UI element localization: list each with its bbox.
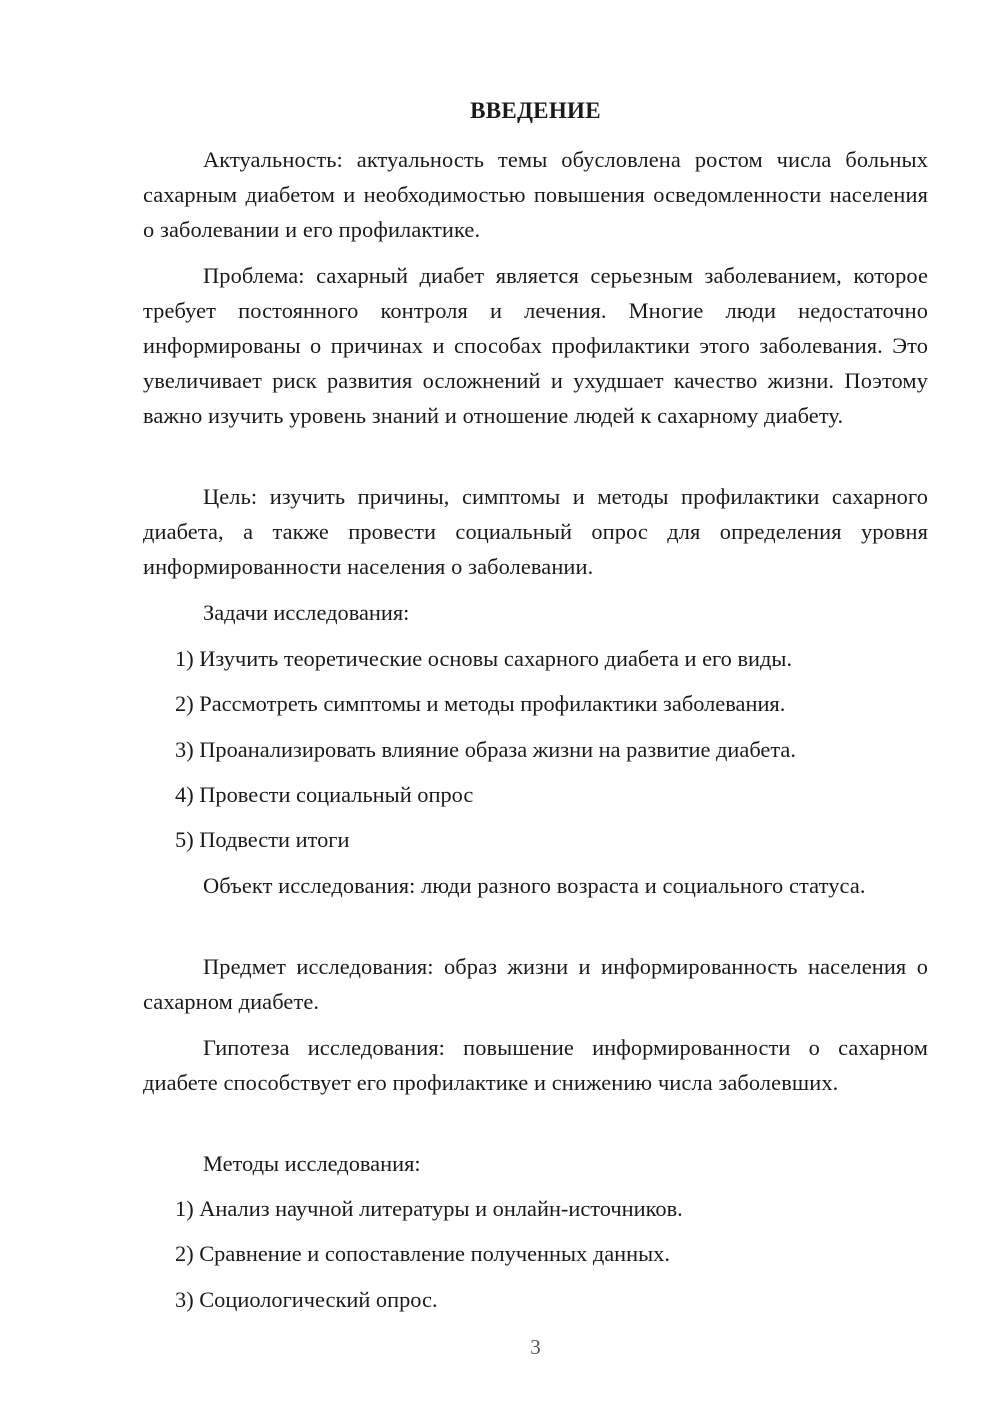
method-item-1: 1) Анализ научной литературы и онлайн-источников. bbox=[175, 1196, 683, 1221]
method-item-2: 2) Сравнение и сопоставление полученных данных. bbox=[175, 1241, 670, 1266]
task-item-3: 3) Проанализировать влияние образа жизни на развитие диабета. bbox=[175, 737, 796, 762]
method-item-3: 3) Социологический опрос. bbox=[175, 1287, 438, 1312]
task-item-4: 4) Провести социальный опрос bbox=[175, 782, 474, 807]
paragraph-problem: Проблема: сахарный диабет является серьезным заболеванием, которое требует постоянного контроля и лечения. Многие люди недостаточно информированы о причинах и способах профилактики этого заболевания. Это увеличивает риск развития осложнений и ухудшает качество жизни. Поэтому важно изучить уровень знаний и отношение людей к сахарному диабету. bbox=[143, 263, 928, 428]
paragraph-relevance: Актуальность: актуальность темы обусловлена ростом числа больных сахарным диабетом и необходимостью повышения осведомленности населения о заболевании и его профилактике. bbox=[143, 147, 928, 242]
paragraph-hypothesis: Гипотеза исследования: повышение информированности о сахарном диабете способствует его профилактике и снижению числа заболевших. bbox=[143, 1035, 928, 1095]
document-page bbox=[143, 0, 928, 1414]
page-title: ВВЕДЕНИЕ bbox=[470, 98, 601, 123]
task-item-5: 5) Подвести итоги bbox=[175, 827, 350, 852]
tasks-heading: Задачи исследования: bbox=[203, 600, 410, 625]
paragraph-goal: Цель: изучить причины, симптомы и методы профилактики сахарного диабета, а также провести социальный опрос для определения уровня информированности населения о заболевании. bbox=[143, 484, 928, 579]
task-item-2: 2) Рассмотреть симптомы и методы профилактики заболевания. bbox=[175, 691, 786, 716]
paragraph-object: Объект исследования: люди разного возраста и социального статуса. bbox=[203, 873, 866, 898]
paragraph-subject: Предмет исследования: образ жизни и информированность населения о сахарном диабете. bbox=[143, 954, 928, 1014]
page-number: 3 bbox=[530, 1335, 541, 1359]
methods-heading: Методы исследования: bbox=[203, 1151, 421, 1176]
task-item-1: 1) Изучить теоретические основы сахарного диабета и его виды. bbox=[175, 646, 793, 671]
